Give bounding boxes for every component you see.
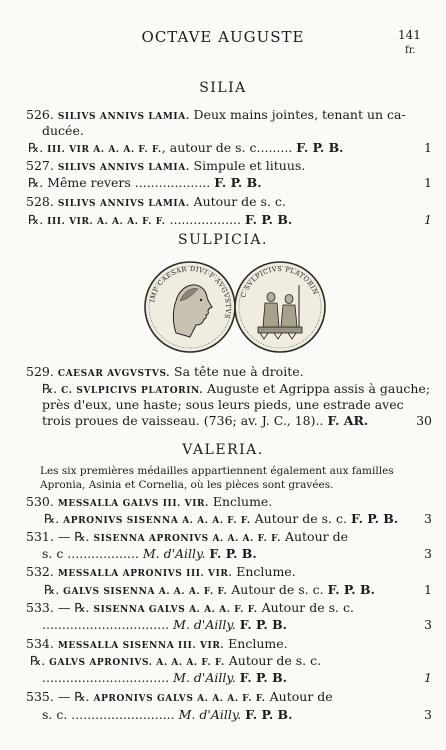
source: M. d'Ailly.	[142, 546, 206, 561]
reverse-legend: GALVS SISENNA A. A. A. F. F.	[63, 587, 228, 597]
coin-legend: MESSALLA SISENNA III. VIR.	[57, 641, 225, 651]
entry-number: 528.	[26, 194, 54, 209]
entry-532-obverse	[26, 564, 296, 582]
page-header-title: OCTAVE AUGUSTE	[141, 28, 305, 46]
reverse-legend: III. VIR. A. A. A. F. F.	[47, 217, 166, 227]
entry-528-value: 1	[424, 212, 432, 227]
reverse-mark: ℞.	[44, 511, 60, 526]
reverse-mark: ℞.	[30, 653, 46, 668]
entry-529-line3: près d'eux, une haste; sous leurs pieds, une estrade avec	[42, 397, 404, 412]
coin-legend: MESSALLA APRONIVS III. VIR.	[57, 569, 233, 579]
ditto-dash: —	[57, 689, 71, 704]
source: M. d'Ailly.	[178, 707, 242, 722]
entry-535-reverse	[26, 689, 333, 707]
entry-528-reverse	[28, 212, 292, 230]
entry-number: 527.	[26, 158, 54, 173]
coin-engraving	[140, 257, 326, 357]
entry-534-obverse	[26, 636, 288, 654]
grade: F. P. B.	[239, 670, 287, 685]
reverse-text: Auguste et Agrippa assis à gauche;	[207, 381, 431, 396]
currency-label: fr.	[405, 45, 416, 56]
entry-529-value: 30	[416, 413, 432, 428]
reverse-legend: APRONIVS GALVS A. A. A. F. F.	[93, 694, 266, 704]
description: Sa tête nue à droite.	[174, 364, 304, 379]
entry-531-line2	[42, 546, 257, 562]
entry-number: 534.	[26, 636, 54, 651]
grade: F. P. B.	[239, 617, 287, 632]
reverse-text: Autour de s. c.	[231, 582, 324, 597]
grade: F. P. B.	[209, 546, 257, 561]
reverse-text: Autour de	[269, 689, 333, 704]
description: Enclume.	[212, 494, 273, 509]
reverse-legend: SISENNA GALVS A. A. A. F. F.	[93, 605, 258, 615]
entry-526-reverse	[28, 140, 344, 158]
grade: F. P. B.	[245, 707, 293, 722]
coin-legend: CAESAR AVGVSTVS.	[57, 369, 171, 379]
entry-number: 535.	[26, 689, 54, 704]
reverse-mark: ℞.	[42, 381, 58, 396]
description: Autour de s. c.	[193, 194, 286, 209]
entry-534-line2	[42, 670, 287, 686]
entry-529-obverse	[26, 364, 304, 382]
entry-527-obverse	[26, 158, 305, 176]
coin-illustration	[140, 257, 326, 357]
grade: F. P. B.	[327, 582, 375, 597]
section-heading-sulpicia: SULPICIA.	[178, 232, 268, 248]
entry-526-obverse-cont: ducée.	[42, 123, 84, 138]
description: Enclume.	[228, 636, 288, 651]
reverse-mark: ℞.	[28, 175, 44, 190]
source: M. d'Ailly.	[173, 670, 236, 685]
reverse-legend: III. VIR A. A. A. F. F.	[47, 145, 162, 155]
entry-533-line2	[42, 617, 287, 633]
entry-530-value: 3	[424, 511, 432, 526]
entry-532-reverse	[44, 582, 375, 600]
coin-legend: MESSALLA GALVS III. VIR.	[57, 499, 209, 509]
reverse-text: , autour de s. c.........	[161, 140, 297, 155]
entry-530-obverse	[26, 494, 272, 512]
entry-526-value: 1	[424, 140, 432, 155]
reverse-mark: ℞.	[74, 689, 90, 704]
reverse-text: ................................	[42, 670, 170, 685]
reverse-text: ..................	[165, 212, 242, 227]
coin-obverse	[145, 262, 235, 352]
reverse-mark: ℞.	[28, 212, 44, 227]
entry-528-obverse	[26, 194, 286, 212]
reverse-text: Autour de	[284, 529, 348, 544]
entry-number: 530.	[26, 494, 54, 509]
description: Deux mains jointes, tenant un ca-	[193, 107, 406, 122]
reverse-text: ................................	[42, 617, 170, 632]
coin-legend: SILIVS ANNIVS LAMIA.	[57, 199, 190, 209]
entry-531-reverse	[26, 529, 348, 547]
reverse-legend: C. SVLPICIVS PLATORIN.	[61, 386, 204, 396]
valeria-intro-line2: Apronia, Asinia et Cornelia, où les pièces sont gravées.	[40, 479, 334, 491]
reverse-text: s. c. ..........................	[42, 707, 175, 722]
reverse-legend: GALVS APRONIVS. A. A. A. F. F.	[49, 658, 225, 668]
ditto-dash: —	[57, 600, 71, 615]
reverse-text: Autour de s. c.	[254, 511, 351, 526]
entry-534-value: 1	[424, 670, 432, 685]
entry-533-value: 3	[424, 617, 432, 632]
section-heading-valeria: VALERIA.	[182, 442, 264, 458]
grade: F. P. B.	[245, 212, 293, 227]
coin-legend: SILIVS ANNIVS LAMIA.	[57, 163, 190, 173]
entry-number: 526.	[26, 107, 54, 122]
entry-535-line2	[42, 707, 292, 723]
entry-number: 529.	[26, 364, 54, 379]
entry-533-reverse	[26, 600, 354, 618]
description: trois proues de vaisseau. (736; av. J. C., 18)..	[42, 413, 324, 428]
source: M. d'Ailly.	[173, 617, 236, 632]
description: Simpule et lituus.	[193, 158, 306, 173]
entry-529-line4	[42, 413, 368, 429]
entry-number: 533.	[26, 600, 54, 615]
reverse-text: Même revers ...................	[47, 175, 211, 190]
entry-number: 531.	[26, 529, 54, 544]
section-heading-silia: SILIA	[199, 80, 247, 96]
entry-number: 532.	[26, 564, 54, 579]
entry-535-value: 3	[424, 707, 432, 722]
entry-534-reverse	[30, 653, 321, 671]
reverse-text: s. c ..................	[42, 546, 139, 561]
grade: F. P. B.	[296, 140, 344, 155]
reverse-mark: ℞.	[74, 600, 90, 615]
grade: F. P. B.	[214, 175, 262, 190]
reverse-mark: ℞.	[28, 140, 44, 155]
description: Enclume.	[236, 564, 296, 579]
ditto-dash: —	[57, 529, 71, 544]
entry-527-value: 1	[424, 175, 432, 190]
reverse-text: Autour de s. c.	[261, 600, 354, 615]
entry-527-reverse	[28, 175, 262, 191]
coin-left-legend: IMP·CAESAR DIVI·F·AVGVSTVS	[148, 264, 233, 320]
entry-532-value: 1	[424, 582, 432, 597]
entry-531-value: 3	[424, 546, 432, 561]
reverse-mark: ℞.	[74, 529, 90, 544]
grade: F. P. B.	[350, 511, 399, 526]
coin-legend: SILIVS ANNIVS LAMIA.	[57, 112, 190, 122]
valeria-intro-line1: Les six premières médailles appartiennent également aux familles	[40, 465, 394, 477]
grade: F. AR.	[327, 413, 369, 428]
page-number: 141	[398, 28, 421, 42]
entry-530-reverse	[44, 511, 398, 529]
coin-right-legend: C·SVLPICIVS PLATORIN	[239, 264, 320, 299]
reverse-legend: SISENNA APRONIVS A. A. A. F. F.	[93, 534, 281, 544]
reverse-legend: APRONIVS SISENNA A. A. A. F. F.	[63, 516, 251, 526]
reverse-mark: ℞.	[44, 582, 60, 597]
coin-reverse	[235, 262, 325, 352]
reverse-text: Autour de s. c.	[228, 653, 322, 668]
